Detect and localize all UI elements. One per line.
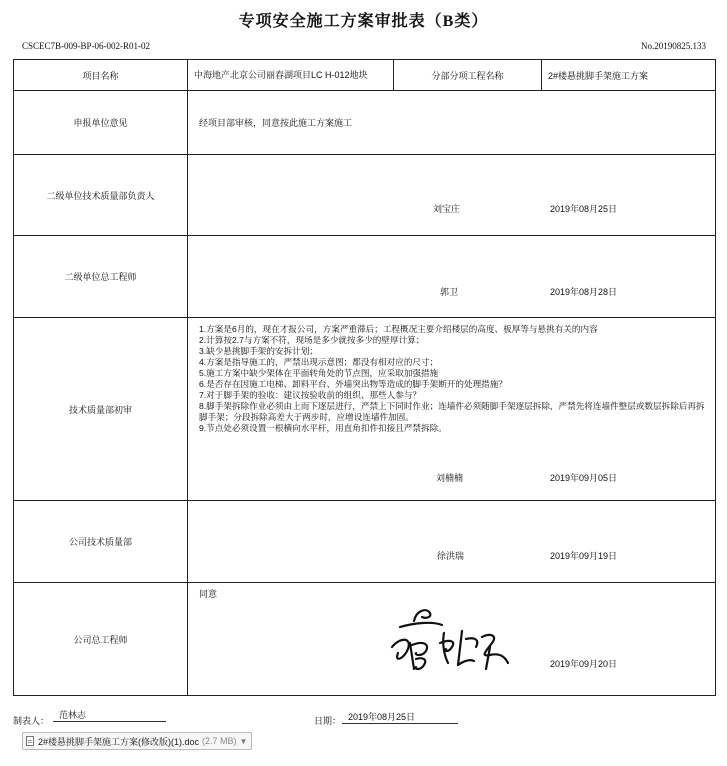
- review-item: 5.施工方案中缺少架体在平面转角处的节点图，应采取加强措施: [199, 368, 439, 378]
- company-quality-row: [14, 501, 716, 583]
- company-chief-comment: 同意: [199, 589, 218, 599]
- company-quality-name: 徐洪瑞: [437, 551, 465, 561]
- preparer-label: 制表人：: [13, 716, 50, 726]
- quality-head-row: [14, 155, 716, 236]
- subproject-value: 2#楼悬挑脚手架施工方案: [542, 60, 716, 91]
- project-name-value: 中海地产北京公司丽春湖项目LC H-012地块: [188, 60, 394, 91]
- handwritten-signature: [386, 603, 516, 685]
- date-value: 2019年08月25日: [342, 710, 458, 724]
- applicant-comment: 经项目部审核，同意按此施工方案施工: [188, 91, 716, 155]
- chief-engineer-date: 2019年08月28日: [550, 287, 618, 297]
- applicant-label: 申报单位意见: [14, 91, 188, 155]
- review-item: 2.计算按2.7与方案不符，现场是多少就按多少的壁厚计算；: [199, 335, 425, 345]
- review-item: 3.缺少悬挑脚手架的安拆计划；: [199, 346, 318, 356]
- initial-review-label: 技术质量部初审: [14, 318, 188, 501]
- review-item: 6.是否存在因施工电梯、卸料平台、外墙突出物等造成的脚手架断开的处理措施？: [199, 379, 507, 389]
- attachment-chip[interactable]: [22, 732, 252, 750]
- date-label: 日期：: [314, 716, 342, 726]
- company-chief-date: 2019年09月20日: [550, 659, 618, 669]
- quality-head-date: 2019年08月25日: [550, 204, 618, 214]
- approval-table: [13, 59, 716, 696]
- company-chief-label: 公司总工程师: [14, 583, 188, 696]
- page-title: 专项安全施工方案审批表（B类）: [238, 13, 489, 30]
- applicant-row: [14, 91, 716, 155]
- quality-head-label: 二级单位技术质量部负责人: [14, 155, 188, 236]
- company-quality-label: 公司技术质量部: [14, 501, 188, 583]
- project-name-label: 项目名称: [14, 60, 188, 91]
- project-row: [14, 60, 716, 91]
- review-comments: [188, 318, 715, 434]
- review-item: 1.方案是6月的，现在才报公司，方案严重滞后；工程概况主要介绍楼层的高度、板厚等与悬挑有关的内容: [199, 324, 598, 334]
- company-quality-date: 2019年09月19日: [550, 551, 618, 561]
- preparer-value: 范林志: [53, 708, 166, 722]
- attachment-size: (2.7 MB): [202, 736, 237, 746]
- chief-engineer-name: 郭卫: [440, 287, 459, 297]
- doc-file-icon: [26, 736, 34, 746]
- quality-head-name: 刘宝庄: [433, 204, 461, 214]
- review-item: 4.方案是指导施工的，严禁出现示意图；都没有相对应的尺寸；: [199, 357, 439, 367]
- initial-review-name: 刘楠楠: [436, 473, 464, 483]
- attachment-filename[interactable]: 2#楼悬挑脚手架施工方案(修改版)(1).doc: [38, 736, 200, 747]
- initial-review-date: 2019年09月05日: [550, 473, 618, 483]
- subproject-label: 分部分项工程名称: [394, 60, 542, 91]
- company-chief-row: [14, 583, 716, 696]
- review-item: 8.脚手架拆除作业必须由上而下逐层进行，严禁上下同时作业；连墙件必须随脚手架逐层拆除，严禁先将连墙件整层或数层拆除后再拆脚手架；分段拆除高差大于两步时，应增设连墙件加固。: [199, 401, 705, 422]
- chief-engineer-row: [14, 236, 716, 318]
- review-item: 7.对于脚手架的验收：建议按验收前的组织、那些人参与？: [199, 390, 422, 400]
- review-item: 9.节点处必须设置一根横向水平杆，用直角扣件扣接且严禁拆除。: [199, 423, 447, 433]
- initial-review-row: [14, 318, 716, 501]
- doc-number: No.20190825.133: [641, 41, 706, 51]
- chevron-down-icon[interactable]: ▼: [239, 736, 248, 746]
- chief-engineer-label: 二级单位总工程师: [14, 236, 188, 318]
- doc-code: CSCEC7B-009-BP-06-002-R01-02: [22, 41, 151, 51]
